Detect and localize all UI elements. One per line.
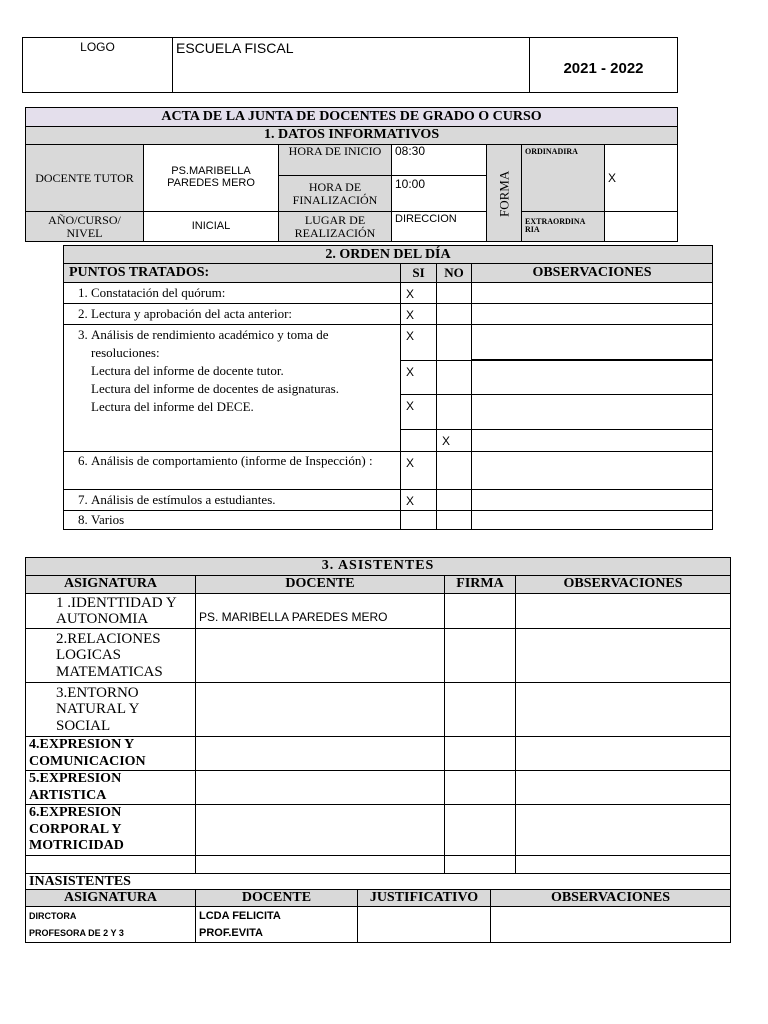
inas-col-docente: DOCENTE [196,890,358,907]
lugar-label: LUGAR DE REALIZACIÓN [279,212,392,242]
firma-6 [445,805,516,856]
section2-title: 2. ORDEN DEL DÍA [64,246,713,264]
docente-tutor-value: PS.MARIBELLA PAREDES MERO [144,145,279,212]
r8-obs [472,490,713,511]
orden-item-7 [64,490,401,511]
r5-obs [472,395,713,430]
r7-si: X [401,452,437,490]
lugar-value: DIRECCION [392,212,487,242]
r7-no [437,452,472,490]
firma-2 [445,629,516,683]
asignatura-3: 3.ENTORNO NATURAL Y SOCIAL [26,683,196,737]
hora-inicio-label: HORA DE INICIO [279,145,392,176]
inas-docente [196,907,358,943]
item3-informe-asignaturas: Lectura del informe de docentes de asignaturas. [91,381,339,396]
r4-obs [472,361,713,395]
obs-3 [516,683,731,737]
col-no: NO [437,264,472,283]
r5-si: X [401,395,437,430]
docente-4 [196,737,445,771]
orden-item-8 [64,511,401,530]
r1-si: X [401,283,437,304]
r1-obs [472,283,713,304]
r2-obs [472,304,713,325]
ordinaria-mark: X [605,145,678,212]
col-docente: DOCENTE [196,576,445,594]
inas-asignatura-1: DIRCTORA [29,910,77,921]
inas-col-asignatura: ASIGNATURA [26,890,196,907]
r6-no: X [437,430,472,452]
item3-analisis: 3. Análisis de rendimiento académico y toma de resoluciones: [91,327,329,360]
school-cell [173,38,530,93]
inas-col-justificativo: JUSTIFICATIVO [358,890,491,907]
obs-4 [516,737,731,771]
obs-5 [516,771,731,805]
anio-label: AÑO/CURSO/ NIVEL [26,212,144,242]
acta-title: ACTA DE LA JUNTA DE DOCENTES DE GRADO O CURSO [26,108,678,127]
item3-informe-dece: Lectura del informe del DECE. [91,399,254,414]
inas-docente-1: LCDA FELICITA [199,909,281,922]
orden-item-3-text [91,326,395,416]
obs-underline [472,359,713,360]
r4-si: X [401,361,437,395]
orden-del-dia-table [63,245,713,530]
r8-si: X [401,490,437,511]
asignatura-2: 2.RELACIONES LOGICAS MATEMATICAS [26,629,196,683]
forma-label: FORMA [487,145,522,242]
r5-no [437,395,472,430]
col-puntos-tratados: PUNTOS TRATADOS: [64,264,401,283]
docente-3 [196,683,445,737]
docente-empty [196,855,445,873]
firma-1 [445,594,516,629]
col-observaciones: OBSERVACIONES [472,264,713,283]
r4-no [437,361,472,395]
hora-fin-value: 10:00 [392,176,487,212]
orden-item-2-text: 2. Lectura y aprobación del acta anterior: [91,305,395,323]
orden-item-8-text: 8. Varios [91,511,395,529]
inas-asignatura [26,907,196,943]
orden-item-1-text: 1. Constatación del quórum: [91,284,395,302]
firma-5 [445,771,516,805]
logo-cell [23,38,173,93]
asignatura-5: 5.EXPRESION ARTISTICA [26,771,196,805]
docente-2 [196,629,445,683]
r6-obs [472,430,713,452]
col-firma: FIRMA [445,576,516,594]
obs-2 [516,629,731,683]
obs-1 [516,594,731,629]
r1-no [437,283,472,304]
hora-fin-label: HORA DE FINALIZACIÓN [279,176,392,212]
firma-empty [445,855,516,873]
asistentes-table [25,557,731,891]
r9-obs [472,511,713,530]
asignatura-1: 1 .IDENTTIDAD Y AUTONOMIA [26,594,196,629]
r2-no [437,304,472,325]
col-si: SI [401,264,437,283]
hora-inicio-value: 08:30 [392,145,487,176]
header-table [22,37,678,93]
datos-informativos-table [25,107,678,242]
inas-observaciones [491,907,731,943]
orden-item-6 [64,452,401,490]
ordinaria-label: ORDINADIRA [522,145,605,212]
r8-no [437,490,472,511]
inas-asignatura-2: PROFESORA DE 2 Y 3 [29,927,124,938]
years-cell [530,38,678,93]
obs-6 [516,805,731,856]
col-observaciones: OBSERVACIONES [516,576,731,594]
r9-si [401,511,437,530]
orden-item-3 [64,325,401,452]
r2-si: X [401,304,437,325]
item3-informe-tutor: Lectura del informe de docente tutor. [91,363,284,378]
section3-title: 3. ASISTENTES [26,558,731,576]
extraordinaria-label: EXTRAORDINA RIA [522,212,605,242]
r3-si: X [401,325,437,361]
extraordinaria-mark [605,212,678,242]
school-name: ESCUELA FISCAL [176,40,294,56]
anio-value: INICIAL [144,212,279,242]
inas-col-observaciones: OBSERVACIONES [491,890,731,907]
r3-no [437,325,472,361]
r9-no [437,511,472,530]
firma-4 [445,737,516,771]
asignatura-empty [26,855,196,873]
orden-item-7-text: 7. Análisis de estímulos a estudiantes. [91,491,395,509]
docente-1: PS. MARIBELLA PAREDES MERO [196,594,445,629]
section1-title: 1. DATOS INFORMATIVOS [26,127,678,145]
inas-docente-2: PROF.EVITA [199,926,263,939]
col-asignatura: ASIGNATURA [26,576,196,594]
asignatura-4: 4.EXPRESION Y COMUNICACION [26,737,196,771]
school-years: 2021 - 2022 [563,59,644,77]
inasistentes-title: INASISTENTES [26,873,731,891]
r3-obs [472,325,713,361]
orden-item-2 [64,304,401,325]
r6-si [401,430,437,452]
inasistentes-table [25,889,731,943]
inas-justificativo [358,907,491,943]
asignatura-6: 6.EXPRESION CORPORAL Y MOTRICIDAD [26,805,196,856]
logo-placeholder: LOGO [80,40,115,54]
obs-empty [516,855,731,873]
docente-6 [196,805,445,856]
orden-item-6-text: 6. Análisis de comportamiento (informe de Inspección) : [91,452,395,470]
docente-5 [196,771,445,805]
orden-item-1 [64,283,401,304]
firma-3 [445,683,516,737]
r7-obs [472,452,713,490]
docente-tutor-label: DOCENTE TUTOR [26,145,144,212]
